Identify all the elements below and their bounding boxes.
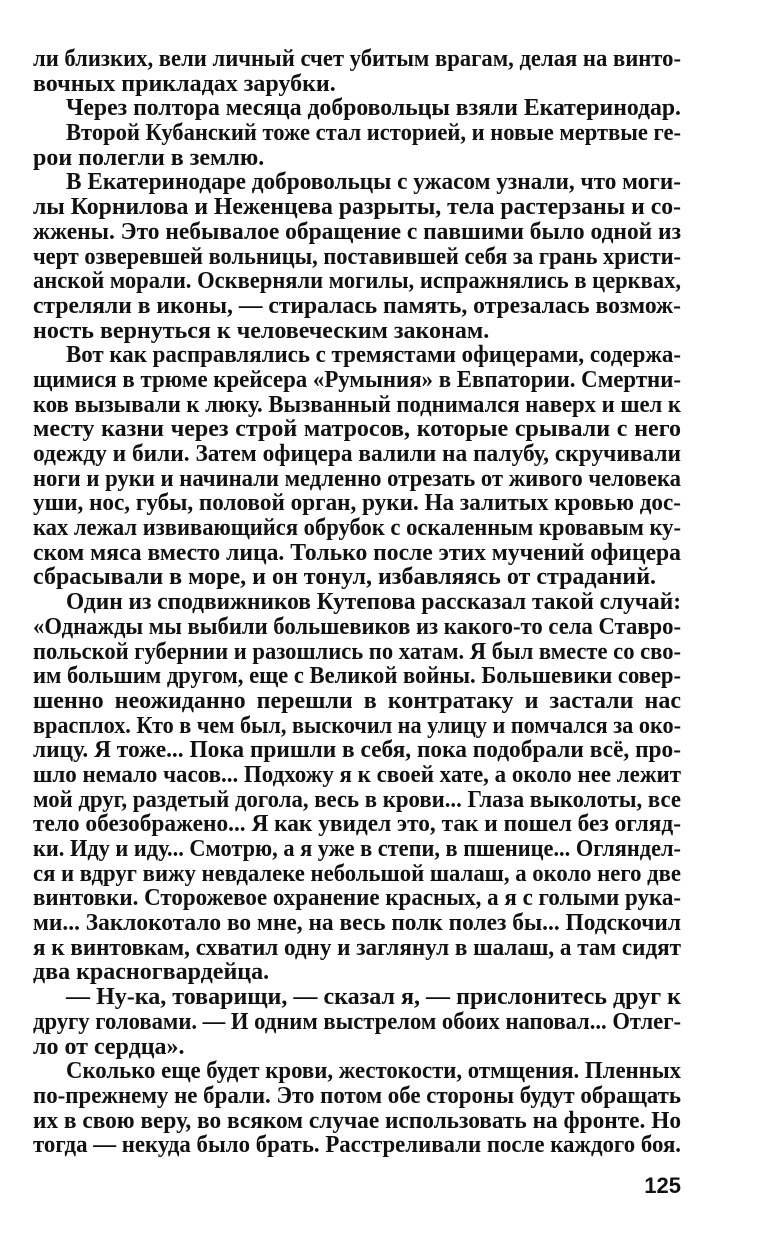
text-line-content: ми... Заклокотало во мне, на весь полк полез бы... Подскочил <box>33 910 681 937</box>
text-line <box>33 1084 681 1109</box>
text-line <box>33 590 681 615</box>
text-line-content: ки. Иду и иду... Смотрю, а я уже в степи, в пшенице... Огляндел- <box>33 836 681 862</box>
text-line-content: Второй Кубанский тоже стал историей, и новые мертвые ге- <box>66 120 681 147</box>
page-number: 125 <box>644 1173 681 1198</box>
text-line <box>33 689 681 714</box>
text-line <box>33 1109 681 1134</box>
text-line-content: Через полтора месяца добровольцы взяли Екатеринодар. <box>66 95 681 122</box>
text-line <box>33 936 681 961</box>
text-line <box>33 220 681 245</box>
text-line-content: месту казни через строй матросов, которые срывали с него <box>33 416 681 443</box>
text-line-content: ность вернуться к человеческим законам. <box>33 317 490 344</box>
text-line-content: ноги и руки и начинали медленно отрезать от живого человека <box>33 465 681 492</box>
text-line <box>33 195 681 220</box>
paragraph <box>33 590 681 985</box>
text-line-content: по-прежнему не брали. Это потом обе стороны будут обращать <box>33 1082 681 1109</box>
text-line <box>33 516 681 541</box>
text-line <box>33 269 681 294</box>
text-line <box>33 442 681 467</box>
text-line <box>33 714 681 739</box>
text-line <box>33 1035 681 1060</box>
text-line-content: винтовки. Сторожевое охранение красных, а я с голыми рука- <box>33 885 681 912</box>
text-line-content: щимися в трюме крейсера «Румыния» в Евпатории. Смертни- <box>33 366 681 393</box>
text-line-content: Сколько еще будет крови, жестокости, отмщения. Пленных <box>66 1058 681 1085</box>
text-line-content: мой друг, раздетый догола, весь в крови... Глаза выколоты, все <box>33 786 681 813</box>
text-line-content: я к винтовкам, схватил одну и заглянул в шалаш, а там сидят <box>33 934 681 961</box>
text-line-content: ков вызывали к люку. Вызванный поднимался наверх и шел к <box>33 391 681 418</box>
text-line <box>33 170 681 195</box>
text-line-content: тело обезображено... Я как увидел это, так и пошел без огляд- <box>33 811 681 838</box>
text-line <box>33 886 681 911</box>
text-line-content: Вот как расправлялись с тремястами офицерами, содержа- <box>66 342 681 369</box>
text-line-content: рои полегли в землю. <box>33 144 265 171</box>
text-line <box>33 565 681 590</box>
text-line <box>33 72 681 97</box>
text-line <box>33 393 681 418</box>
paragraph <box>33 121 681 170</box>
paragraph <box>33 1059 681 1158</box>
text-line-content: анской морали. Оскверняли могилы, испражнялись в церквах, <box>33 268 681 295</box>
text-line-content: Один из сподвижников Кутепова рассказал такой случай: <box>66 589 681 616</box>
page-body <box>33 47 681 1158</box>
text-line-content: черт озверевшей вольницы, поставившей себя за грань христи- <box>33 243 681 270</box>
text-line-content: уши, нос, губы, половой орган, руки. На залитых кровью дос- <box>33 490 681 517</box>
text-line <box>33 245 681 270</box>
text-line <box>33 491 681 516</box>
text-line <box>33 1010 681 1035</box>
text-line <box>33 1133 681 1158</box>
text-line <box>33 812 681 837</box>
text-line <box>33 319 681 344</box>
text-line <box>33 96 681 121</box>
paragraph <box>33 96 681 121</box>
text-line <box>33 121 681 146</box>
text-line <box>33 960 681 985</box>
text-line-content: ли близких, вели личный счет убитым врагам, делая на винто- <box>33 46 681 72</box>
text-line-content: ся и вдруг вижу невдалеке небольшой шалаш, а около него две <box>33 860 681 887</box>
text-line-content: тогда — некуда было брать. Расстреливали после каждого боя. <box>33 1132 681 1159</box>
text-line-content: польской губернии и разошлись по хатам. Я был вместе со сво- <box>33 638 681 665</box>
text-line <box>33 47 681 72</box>
text-line <box>33 146 681 171</box>
text-line-content: их в свою веру, во всяком случае использовать на фронте. Но <box>33 1107 681 1134</box>
text-line-content: вочных прикладах зарубки. <box>33 70 336 97</box>
text-line <box>33 763 681 788</box>
paragraph <box>33 985 681 1059</box>
text-line <box>33 837 681 862</box>
text-line <box>33 640 681 665</box>
text-line-content: врасплох. Кто в чем был, выскочил на улицу и помчался за око- <box>33 712 681 739</box>
text-line <box>33 368 681 393</box>
text-line-content: лицу. Я тоже... Пока пришли в себя, пока подобрали всё, про- <box>33 737 681 764</box>
paragraph <box>33 343 681 590</box>
text-line <box>33 985 681 1010</box>
text-line-content: ках лежал извивающийся обрубок с оскаленным кровавым ку- <box>33 515 681 542</box>
text-line-content: — Ну-ка, товарищи, — сказал я, — прислонитесь друг к <box>66 984 681 1011</box>
text-line <box>33 417 681 442</box>
text-line-content: им большим другом, еще с Великой войны. Большевики совер- <box>33 663 681 690</box>
text-line <box>33 738 681 763</box>
text-line-content: жжены. Это небывалое обращение с павшими было одной из <box>33 218 681 245</box>
text-line-content: другу головами. — И одним выстрелом обоих наповал... Отлег- <box>33 1008 681 1035</box>
text-line <box>33 294 681 319</box>
text-line-content: одежду и били. Затем офицера валили на палубу, скручивали <box>33 441 681 467</box>
text-line-content: стреляли в иконы, — стиралась память, отрезалась возмож- <box>33 292 681 319</box>
text-line <box>33 343 681 368</box>
text-line-content: лы Корнилова и Неженцева разрыты, тела растерзаны и со- <box>33 194 681 221</box>
text-line <box>33 1059 681 1084</box>
text-line <box>33 467 681 492</box>
text-line <box>33 911 681 936</box>
text-line-content: два красногвардейца. <box>33 959 270 986</box>
text-line <box>33 862 681 887</box>
text-line-content: шло немало часов... Подхожу я к своей хате, а около нее лежит <box>33 761 681 788</box>
text-line <box>33 664 681 689</box>
text-line <box>33 615 681 640</box>
text-line-content: В Екатеринодаре добровольцы с ужасом узнали, что моги- <box>66 169 681 196</box>
text-line <box>33 541 681 566</box>
text-line-content: «Однажды мы выбили большевиков из какого-то села Ставро- <box>33 613 681 640</box>
text-line-content: сбрасывали в море, и он тонул, избавляясь от страданий. <box>33 564 657 591</box>
text-line-content: ском мяса вместо лица. Только после этих мучений офицера <box>33 539 681 566</box>
text-line-content: ло от сердца». <box>33 1033 185 1060</box>
text-line-content: шенно неожиданно перешли в контратаку и застали нас <box>33 687 681 714</box>
paragraph <box>33 170 681 343</box>
paragraph <box>33 47 681 96</box>
text-line <box>33 788 681 813</box>
